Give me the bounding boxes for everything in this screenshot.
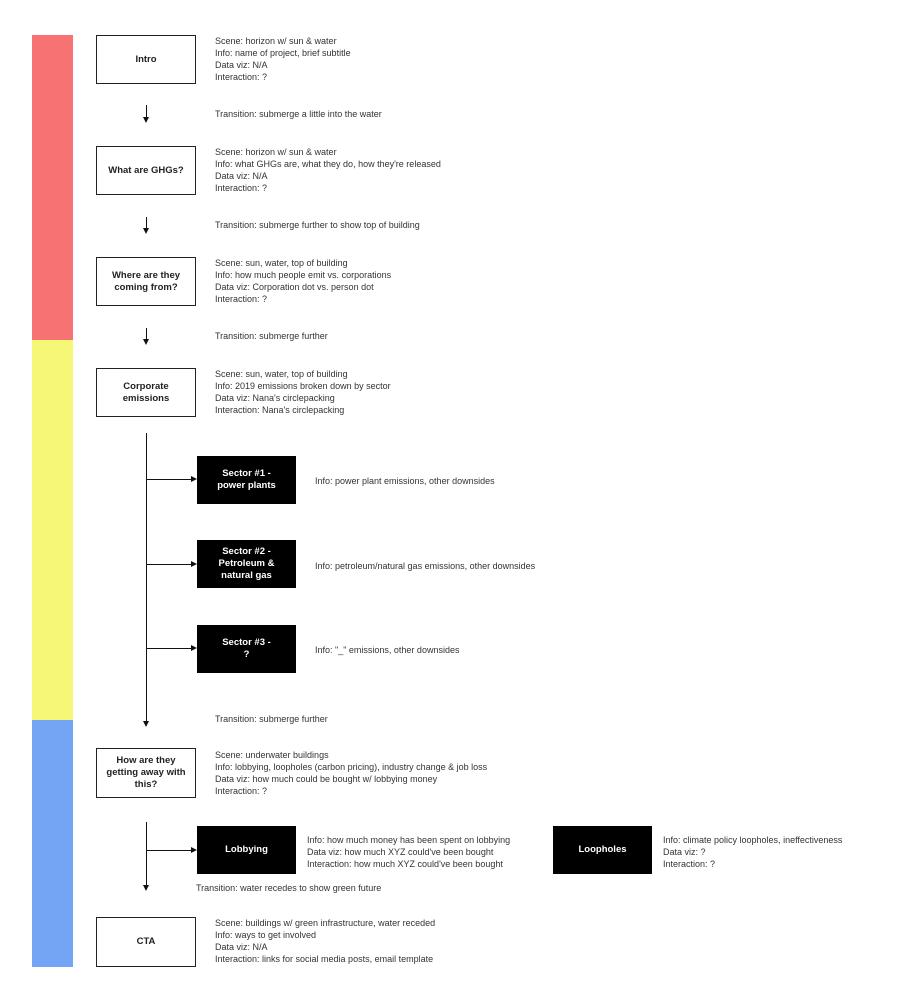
sector-3-label: Sector #3 - ? [222, 637, 271, 660]
sector-1-label: Sector #1 - power plants [217, 468, 276, 491]
intro-scene: Scene: horizon w/ sun & water [215, 36, 337, 46]
ghgs-notes [215, 146, 441, 194]
intro-label: Intro [135, 53, 157, 65]
lobbying-trunk-line [146, 822, 147, 886]
cta-box [96, 917, 196, 967]
corporate-emissions-scene: Scene: sun, water, top of building [215, 369, 348, 379]
loopholes-notes [663, 834, 842, 870]
ghgs-interaction: Interaction: ? [215, 183, 268, 193]
transition-4: Transition: submerge further [215, 714, 328, 724]
ghgs-scene: Scene: horizon w/ sun & water [215, 147, 337, 157]
arrow-1-head [143, 117, 149, 123]
lobbying-connector [146, 850, 192, 851]
loopholes-label: Loopholes [578, 844, 627, 855]
ghgs-box [96, 146, 196, 195]
blue-phase-band [32, 720, 73, 967]
getting-away-info: Info: lobbying, loopholes (carbon pricing), industry change & job loss [215, 762, 488, 772]
sector-3-connector [146, 648, 192, 649]
transition-1: Transition: submerge a little into the water [215, 109, 382, 119]
yellow-phase-band [32, 340, 73, 720]
corporate-emissions-interaction: Interaction: Nana's circlepacking [215, 405, 345, 415]
sector-2-connector [146, 564, 192, 565]
transition-5: Transition: water recedes to show green future [196, 883, 382, 893]
intro-notes [215, 35, 351, 83]
arrow-3-head [143, 339, 149, 345]
transition-3: Transition: submerge further [215, 331, 328, 341]
getting-away-label: How are they getting away with this? [106, 755, 186, 790]
loopholes-info: Info: climate policy loopholes, ineffectiveness [663, 835, 843, 845]
loopholes-interaction: Interaction: ? [663, 859, 716, 869]
sector-1-box [197, 456, 296, 504]
cta-notes [215, 917, 435, 965]
loopholes-dataviz: Data viz: ? [663, 847, 706, 857]
cta-info: Info: ways to get involved [215, 930, 317, 940]
sector-1-connector [146, 479, 192, 480]
sector-2-info: Info: petroleum/natural gas emissions, other downsides [315, 561, 536, 571]
lobbying-info: Info: how much money has been spent on lobbying [307, 835, 511, 845]
getting-away-dataviz: Data viz: how much could be bought w/ lobbying money [215, 774, 438, 784]
corporate-emissions-dataviz: Data viz: Nana's circlepacking [215, 393, 335, 403]
coming-from-interaction: Interaction: ? [215, 294, 268, 304]
cta-dataviz: Data viz: N/A [215, 942, 268, 952]
getting-away-interaction: Interaction: ? [215, 786, 268, 796]
coming-from-box [96, 257, 196, 306]
coming-from-notes [215, 257, 391, 305]
ghgs-dataviz: Data viz: N/A [215, 171, 268, 181]
sector-1-info: Info: power plant emissions, other downsides [315, 476, 495, 486]
corporate-emissions-label: Corporate emissions [122, 380, 170, 404]
sector-trunk-line [146, 433, 147, 722]
getting-away-scene: Scene: underwater buildings [215, 750, 329, 760]
ghgs-info: Info: what GHGs are, what they do, how they're released [215, 159, 441, 169]
lobbying-dataviz: Data viz: how much XYZ could've been bought [307, 847, 494, 857]
coming-from-info: Info: how much people emit vs. corporations [215, 270, 392, 280]
loopholes-box [553, 826, 652, 874]
lobbying-interaction: Interaction: how much XYZ could've been bought [307, 859, 503, 869]
sector-3-info: Info: "_" emissions, other downsides [315, 645, 460, 655]
corporate-emissions-info: Info: 2019 emissions broken down by sector [215, 381, 391, 391]
corporate-emissions-notes [215, 368, 391, 416]
getting-away-notes [215, 749, 487, 797]
sector-2-box [197, 540, 296, 588]
intro-box [96, 35, 196, 84]
corporate-emissions-box [96, 368, 196, 417]
cta-label: CTA [136, 936, 156, 947]
lobbying-label: Lobbying [225, 844, 268, 855]
coming-from-scene: Scene: sun, water, top of building [215, 258, 348, 268]
transition-2: Transition: submerge further to show top of building [215, 220, 420, 230]
ghgs-label: What are GHGs? [108, 164, 184, 176]
sector-3-box [197, 625, 296, 673]
coming-from-label: Where are they coming from? [111, 269, 181, 293]
getting-away-box [96, 748, 196, 798]
coming-from-dataviz: Data viz: Corporation dot vs. person dot [215, 282, 374, 292]
sector-trunk-head [143, 721, 149, 727]
intro-interaction: Interaction: ? [215, 72, 268, 82]
cta-interaction: Interaction: links for social media posts, email template [215, 954, 434, 964]
intro-dataviz: Data viz: N/A [215, 60, 268, 70]
sector-2-label: Sector #2 - Petroleum & natural gas [218, 546, 275, 581]
lobbying-trunk-head [143, 885, 149, 891]
intro-info: Info: name of project, brief subtitle [215, 48, 351, 58]
lobbying-box [197, 826, 296, 874]
lobbying-notes [307, 834, 510, 870]
red-phase-band [32, 35, 73, 340]
cta-scene: Scene: buildings w/ green infrastructure, water receded [215, 918, 436, 928]
arrow-2-head [143, 228, 149, 234]
